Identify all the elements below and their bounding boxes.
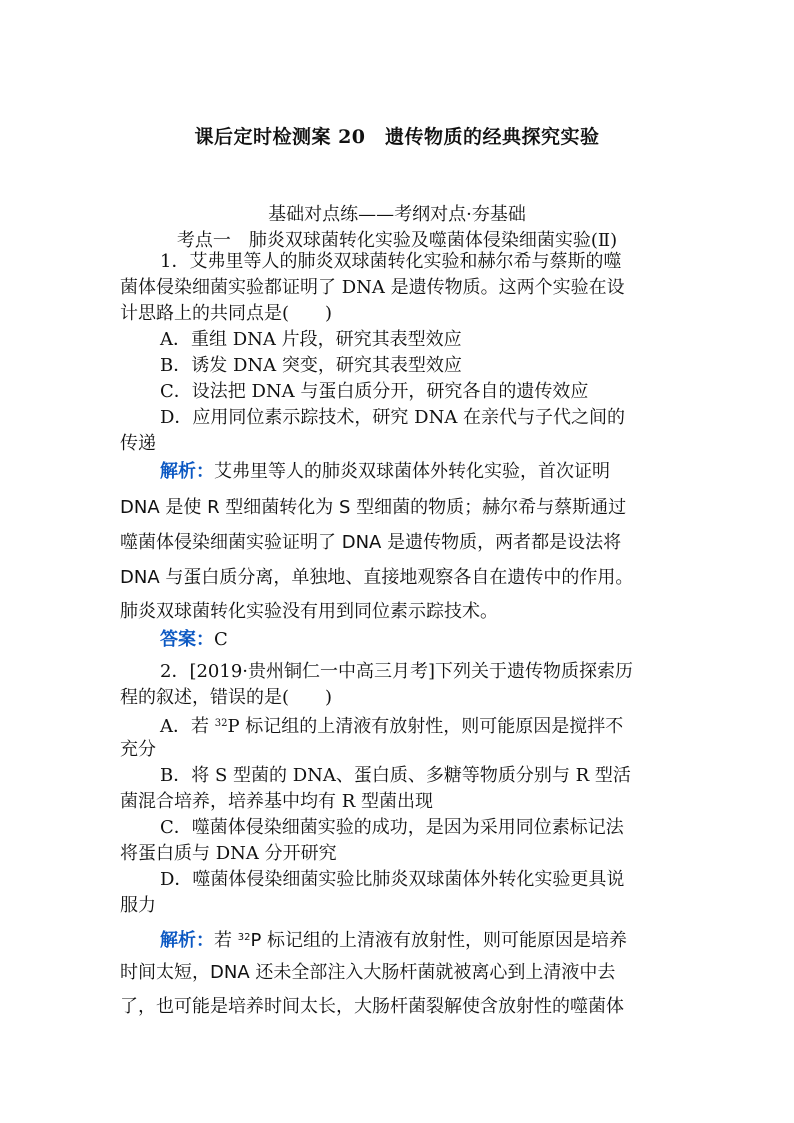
q2-analysis-pre: 若 — [214, 930, 238, 951]
q1-analysis-line-4: DNA 与蛋白质分离，单独地、直接地观察各自在遗传中的作用。 — [120, 567, 634, 588]
q1-option-b: B．诱发 DNA 突变，研究其表型效应 — [160, 355, 462, 376]
q1-answer — [160, 628, 720, 652]
q2-option-a — [160, 712, 720, 739]
q2-analysis-post: P 标记组的上清液有放射性，则可能原因是培养 — [250, 930, 628, 951]
q2-option-b-cont: 菌混合培养，培养基中均有 R 型菌出现 — [120, 791, 433, 812]
q2-option-a-sup: 32 — [214, 718, 228, 729]
q1-analysis-line-1 — [160, 460, 720, 484]
q2-stem-line-2: 程的叙述，错误的是( ) — [120, 687, 333, 708]
q1-option-d-cont: 传递 — [120, 433, 156, 454]
section-header: 基础对点练——考纲对点·夯基础 — [268, 204, 526, 225]
q1-analysis-line-5: 肺炎双球菌转化实验没有用到同位素示踪技术。 — [120, 601, 498, 622]
q2-option-a-cont: 充分 — [120, 739, 156, 760]
q2-stem-line-1: 2．[2019·贵州铜仁一中高三月考]下列关于遗传物质探索历 — [160, 661, 634, 682]
q1-analysis-line-2: DNA 是使 R 型细菌转化为 S 型细菌的物质；赫尔希与蔡斯通过 — [120, 497, 627, 518]
q1-analysis-line-3: 噬菌体侵染细菌实验证明了 DNA 是遗传物质，两者都是设法将 — [120, 532, 622, 553]
q2-analysis-label: 解析： — [160, 930, 214, 951]
q2-option-c-cont: 将蛋白质与 DNA 分开研究 — [120, 843, 337, 864]
q1-option-d: D．应用同位素示踪技术，研究 DNA 在亲代与子代之间的 — [160, 407, 626, 428]
topic-heading: 考点一 肺炎双球菌转化实验及噬菌体侵染细菌实验(Ⅱ) — [176, 230, 618, 251]
q2-analysis-sup: 32 — [237, 932, 251, 943]
q2-option-a-post: P 标记组的上清液有放射性，则可能原因是搅拌不 — [227, 716, 624, 737]
q2-option-c: C．噬菌体侵染细菌实验的成功，是因为采用同位素标记法 — [160, 817, 624, 838]
q2-analysis-line-2: 时间太短，DNA 还未全部注入大肠杆菌就被离心到上清液中去 — [120, 962, 616, 983]
q1-stem-line-3: 计思路上的共同点是( ) — [120, 303, 333, 324]
q1-option-a: A．重组 DNA 片段，研究其表型效应 — [160, 329, 462, 350]
q2-option-a-pre: A．若 — [160, 716, 215, 737]
q2-option-b: B．将 S 型菌的 DNA、蛋白质、多糖等物质分别与 R 型活 — [160, 765, 631, 786]
q1-analysis-text-1: 艾弗里等人的肺炎双球菌体外转化实验，首次证明 — [214, 461, 610, 482]
page-title: 课后定时检测案 20 遗传物质的经典探究实验 — [194, 126, 600, 148]
q1-answer-label: 答案： — [160, 629, 214, 650]
q1-answer-value: C — [214, 629, 228, 650]
q1-stem-line-1: 1．艾弗里等人的肺炎双球菌转化实验和赫尔希与蔡斯的噬 — [160, 251, 622, 272]
q2-analysis-line-3: 了，也可能是培养时间太长，大肠杆菌裂解使含放射性的噬菌体 — [120, 996, 624, 1017]
q2-option-d: D．噬菌体侵染细菌实验比肺炎双球菌体外转化实验更具说 — [160, 869, 625, 890]
q1-option-c: C．设法把 DNA 与蛋白质分开，研究各自的遗传效应 — [160, 381, 589, 402]
q1-stem-line-2: 菌体侵染细菌实验都证明了 DNA 是遗传物质。这两个实验在设 — [120, 277, 625, 298]
q2-analysis-line-1 — [160, 926, 720, 953]
q2-option-d-cont: 服力 — [120, 895, 156, 916]
q1-analysis-label: 解析： — [160, 461, 214, 482]
